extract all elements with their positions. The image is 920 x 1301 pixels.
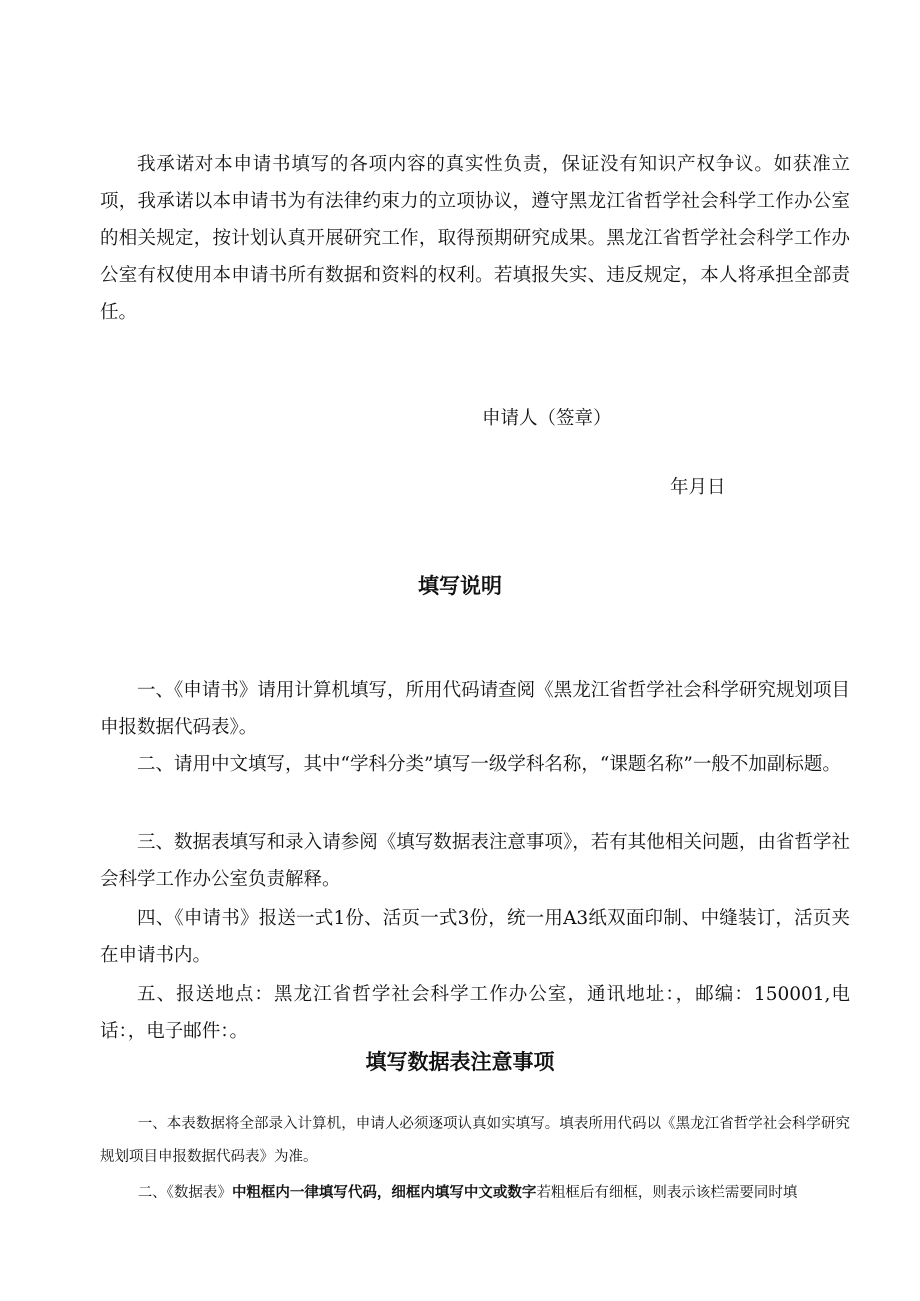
instruction-item-4: 四、《申请书》报送一式1份、活页一式3份，统一用A3纸双面印制、中缝装订，活页夹在申请书内。	[100, 908, 850, 966]
data-note-item-2-bold: 中粗框内一律填写代码，细框内填写中文或数字	[231, 1184, 537, 1201]
date-line: 年月日	[670, 477, 726, 498]
instruction-item-3: 三、数据表填写和录入请参阅《填写数据表注意事项》，若有其他相关问题，由省哲学社会科学工作办公室负责解释。	[100, 832, 850, 890]
commitment-paragraph: 我承诺对本申请书填写的各项内容的真实性负责，保证没有知识产权争议。如获准立项，我承诺以本申请书为有法律约束力的立项协议，遵守黑龙江省哲学社会科学工作办公室的相关规定，按计划认真开展研究工作，取得预期研究成果。黑龙江省哲学社会科学工作办公室有权使用本申请书所有数据和资料的权利。若填报失实、违反规定，本人将承担全部责任。	[100, 154, 850, 323]
data-notes-title: 填写数据表注意事项	[365, 1050, 555, 1074]
data-note-item-1: 一、本表数据将全部录入计算机，申请人必须逐项认真如实填写。填表所用代码以《黑龙江省哲学社会科学研究规划项目申报数据代码表》为准。	[100, 1116, 850, 1165]
data-note-item-2-prefix: 二、《数据表》	[137, 1185, 232, 1201]
applicant-signature-label: 申请人（签章）	[482, 408, 612, 429]
instruction-item-1: 一、《申请书》请用计算机填写，所用代码请查阅《黑龙江省哲学社会科学研究规划项目申报数据代码表》。	[100, 680, 850, 738]
data-note-item-2-rest: 若粗框后有细框，则表示该栏需要同时填	[536, 1185, 798, 1201]
data-note-item-2	[100, 1176, 850, 1209]
instruction-item-2: 二、请用中文填写，其中“学科分类”填写一级学科名称，“课题名称”一般不加副标题。	[137, 754, 841, 775]
instructions-title: 填写说明	[418, 574, 502, 598]
instruction-item-5: 五、报送地点：黑龙江省哲学社会科学工作办公室，通讯地址：，邮编：150001,电话：，电子邮件：。	[100, 984, 850, 1042]
